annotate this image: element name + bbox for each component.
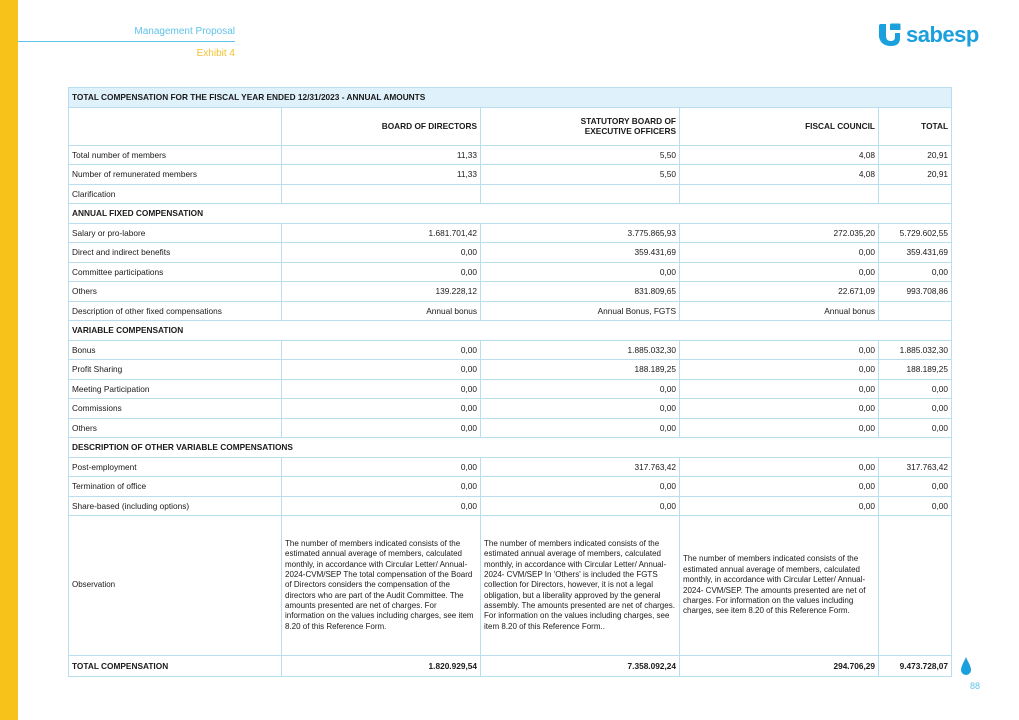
- cell-value: Annual bonus: [680, 301, 879, 321]
- row-label: Clarification: [69, 184, 282, 204]
- cell-value: 1.681.701,42: [282, 223, 481, 243]
- cell-value: 188.189,25: [481, 360, 680, 380]
- column-header-fiscal: FISCAL COUNCIL: [680, 107, 879, 145]
- cell-value: 5,50: [481, 145, 680, 165]
- total-label: TOTAL COMPENSATION: [69, 656, 282, 677]
- sabesp-logo: [876, 22, 979, 48]
- observation-total: [879, 516, 952, 656]
- cell-value: 0,00: [680, 262, 879, 282]
- cell-value: 0,00: [680, 360, 879, 380]
- cell-value: [282, 184, 481, 204]
- row-label: Bonus: [69, 340, 282, 360]
- table-row: [69, 496, 952, 516]
- table-row: [69, 457, 952, 477]
- row-label: Share-based (including options): [69, 496, 282, 516]
- cell-value: 1.885.032,30: [879, 340, 952, 360]
- cell-value: 4,08: [680, 165, 879, 185]
- table-row: [69, 399, 952, 419]
- cell-value: 0,00: [680, 496, 879, 516]
- row-label: Number of remunerated members: [69, 165, 282, 185]
- cell-value: 0,00: [282, 340, 481, 360]
- section-header-row: [69, 321, 952, 341]
- table-title-row: [69, 88, 952, 108]
- cell-value: 0,00: [282, 496, 481, 516]
- water-drop-icon: [961, 657, 971, 675]
- cell-value: 0,00: [680, 477, 879, 497]
- column-header-row: [69, 107, 952, 145]
- cell-value: 0,00: [680, 340, 879, 360]
- cell-value: 0,00: [879, 379, 952, 399]
- table-row: [69, 379, 952, 399]
- total-value: 294.706,29: [680, 656, 879, 677]
- row-label: Committee participations: [69, 262, 282, 282]
- row-label: Termination of office: [69, 477, 282, 497]
- cell-value: 11,33: [282, 165, 481, 185]
- observation-board: The number of members indicated consists of the estimated annual average of members, calculated monthly, in accordance with Circular Letter/ Annual-2024-CVM/SEP The total compensation of the Board of Directors considers the compensation of the directors who are part of the Audit Committee. The amounts presented are net of charges. For information on the values including charges, see item 8.20 of this Reference Form.: [282, 516, 481, 656]
- cell-value: 0,00: [680, 418, 879, 438]
- total-row: [69, 656, 952, 677]
- cell-value: 5,50: [481, 165, 680, 185]
- cell-value: 139.228,12: [282, 282, 481, 302]
- cell-value: 272.035,20: [680, 223, 879, 243]
- cell-value: 359.431,69: [481, 243, 680, 263]
- table-row: [69, 340, 952, 360]
- cell-value: 0,00: [282, 399, 481, 419]
- observation-executive: The number of members indicated consists of the estimated annual average of members, calculated monthly, in accordance with Circular Letter/ Annual-2024- CVM/SEP In 'Others' is included the FGTS collection for Directors, however, it is not a legal obligation, but a liberality approved by the general assembly. The amounts presented are net of charges. For information on the values including charges, see item 8.20 of this Reference Form..: [481, 516, 680, 656]
- cell-value: 0,00: [282, 457, 481, 477]
- observation-label: Observation: [69, 516, 282, 656]
- observation-fiscal: The number of members indicated consists of the estimated annual average of members, calculated monthly, in accordance with Circular Letter/ Annual-2024- CVM/SEP. The amounts presented are net of charges. For information on the values including charges, see item 8.20 of this Reference Form.: [680, 516, 879, 656]
- cell-value: 5.729.602,55: [879, 223, 952, 243]
- page-number: 88: [970, 681, 981, 691]
- cell-value: 0,00: [481, 418, 680, 438]
- cell-value: [481, 184, 680, 204]
- column-header-total: TOTAL: [879, 107, 952, 145]
- cell-value: 11,33: [282, 145, 481, 165]
- section-label: VARIABLE COMPENSATION: [69, 321, 952, 341]
- row-label: Salary or pro-labore: [69, 223, 282, 243]
- table-title: TOTAL COMPENSATION FOR THE FISCAL YEAR ENDED 12/31/2023 - ANNUAL AMOUNTS: [69, 88, 952, 108]
- row-label: Others: [69, 282, 282, 302]
- cell-value: 0,00: [481, 262, 680, 282]
- section-header-row: [69, 204, 952, 224]
- row-label: Commissions: [69, 399, 282, 419]
- table-row: [69, 360, 952, 380]
- sabesp-logo-icon: [876, 22, 902, 48]
- exhibit-label: Exhibit 4: [196, 48, 235, 59]
- observation-row: [69, 516, 952, 656]
- section-label: DESCRIPTION OF OTHER VARIABLE COMPENSATIONS: [69, 438, 952, 458]
- compensation-table: [68, 87, 952, 677]
- cell-value: 0,00: [879, 496, 952, 516]
- table-row: [69, 165, 952, 185]
- row-label: Others: [69, 418, 282, 438]
- total-value: 7.358.092,24: [481, 656, 680, 677]
- header-divider: [18, 41, 235, 42]
- cell-value: 3.775.865,93: [481, 223, 680, 243]
- cell-value: 0,00: [282, 243, 481, 263]
- cell-value: 0,00: [879, 477, 952, 497]
- cell-value: 0,00: [680, 457, 879, 477]
- cell-value: 0,00: [282, 262, 481, 282]
- side-accent-bar: [0, 0, 18, 720]
- cell-value: 0,00: [680, 379, 879, 399]
- cell-value: 0,00: [481, 496, 680, 516]
- cell-value: 1.885.032,30: [481, 340, 680, 360]
- cell-value: 0,00: [481, 379, 680, 399]
- column-header-board: BOARD OF DIRECTORS: [282, 107, 481, 145]
- column-header-executive-text: STATUTORY BOARD OF EXECUTIVE OFFICERS: [580, 115, 676, 136]
- total-value: 1.820.929,54: [282, 656, 481, 677]
- cell-value: 0,00: [680, 243, 879, 263]
- row-label: Description of other fixed compensations: [69, 301, 282, 321]
- row-label: Profit Sharing: [69, 360, 282, 380]
- cell-value: 22.671,09: [680, 282, 879, 302]
- table-row: [69, 282, 952, 302]
- table-row: [69, 418, 952, 438]
- cell-value: 993.708,86: [879, 282, 952, 302]
- cell-value: [879, 301, 952, 321]
- column-header-executive: [481, 107, 680, 145]
- cell-value: Annual bonus: [282, 301, 481, 321]
- cell-value: 188.189,25: [879, 360, 952, 380]
- section-label: ANNUAL FIXED COMPENSATION: [69, 204, 952, 224]
- cell-value: 20,91: [879, 145, 952, 165]
- row-label: Total number of members: [69, 145, 282, 165]
- cell-value: [680, 184, 879, 204]
- cell-value: 0,00: [879, 399, 952, 419]
- document-title: Management Proposal: [134, 26, 235, 37]
- cell-value: 0,00: [282, 379, 481, 399]
- table-row: [69, 262, 952, 282]
- cell-value: 0,00: [680, 399, 879, 419]
- row-label: Meeting Participation: [69, 379, 282, 399]
- cell-value: 0,00: [481, 399, 680, 419]
- table-row: [69, 477, 952, 497]
- table-row: [69, 223, 952, 243]
- cell-value: 831.809,65: [481, 282, 680, 302]
- cell-value: Annual Bonus, FGTS: [481, 301, 680, 321]
- sabesp-logo-text: sabesp: [906, 22, 979, 47]
- table-row: [69, 301, 952, 321]
- table-row: [69, 145, 952, 165]
- row-label: Direct and indirect benefits: [69, 243, 282, 263]
- cell-value: 0,00: [282, 418, 481, 438]
- cell-value: 317.763,42: [879, 457, 952, 477]
- column-header-empty: [69, 107, 282, 145]
- cell-value: 0,00: [879, 262, 952, 282]
- cell-value: 4,08: [680, 145, 879, 165]
- table-row: [69, 184, 952, 204]
- cell-value: 0,00: [879, 418, 952, 438]
- cell-value: 0,00: [282, 477, 481, 497]
- cell-value: 0,00: [282, 360, 481, 380]
- cell-value: 359.431,69: [879, 243, 952, 263]
- cell-value: 0,00: [481, 477, 680, 497]
- cell-value: 20,91: [879, 165, 952, 185]
- row-label: Post-employment: [69, 457, 282, 477]
- section-header-row: [69, 438, 952, 458]
- cell-value: 317.763,42: [481, 457, 680, 477]
- table-row: [69, 243, 952, 263]
- total-value: 9.473.728,07: [879, 656, 952, 677]
- cell-value: [879, 184, 952, 204]
